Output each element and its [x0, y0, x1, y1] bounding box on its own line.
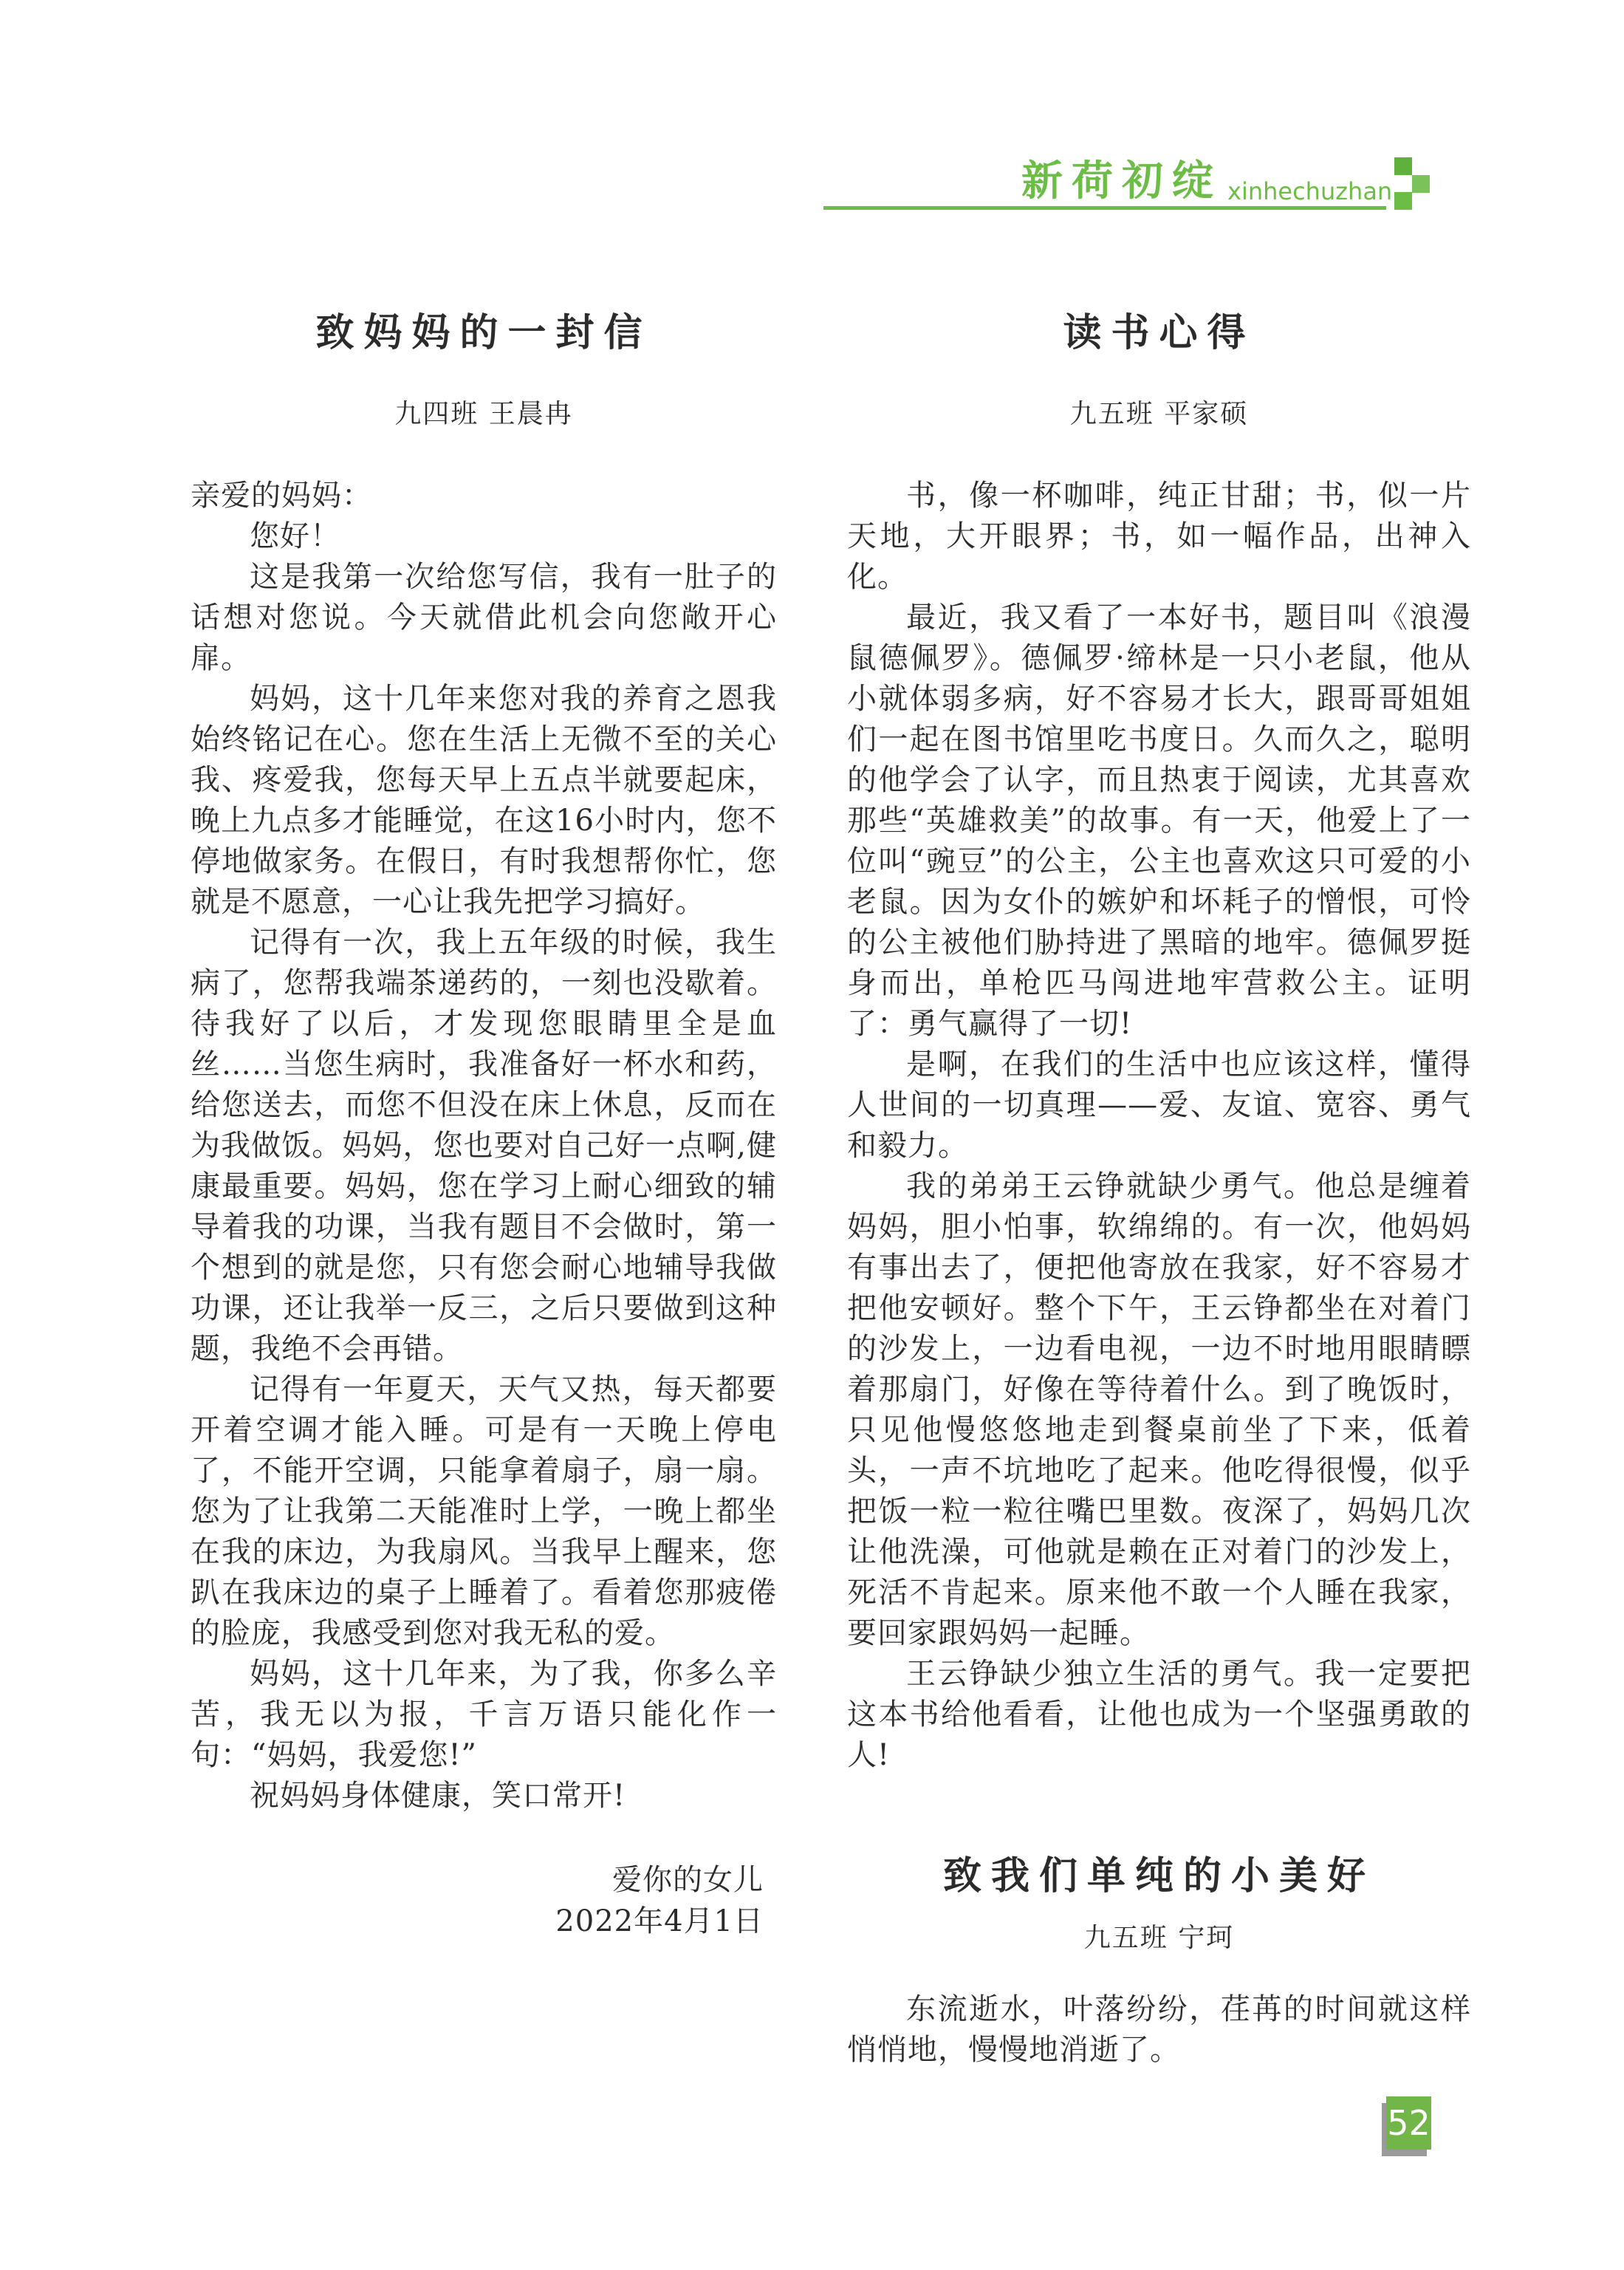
article1-body	[191, 476, 777, 1942]
article3-author: 九五班 宁珂	[1083, 1923, 1235, 1953]
paragraph: 是啊，在我们的生活中也应该这样，懂得人世间的一切真理——爱、友谊、宽容、勇气和毅力。	[847, 1047, 1471, 1163]
article3-body	[847, 1989, 1471, 2071]
paragraph: 您好！	[250, 519, 340, 553]
article2-author: 九五班 平家硕	[1069, 399, 1249, 429]
paragraph: 王云铮缺少独立生活的勇气。我一定要把这本书给他看看，让他也成为一个坚强勇敢的人!	[847, 1657, 1471, 1772]
article2-body	[847, 476, 1471, 1776]
paragraph: 祝妈妈身体健康，笑口常开!	[250, 1779, 626, 1813]
column-left	[191, 292, 777, 1942]
paragraph: 妈妈，这十几年来您对我的养育之恩我始终铭记在心。您在生活上无微不至的关心我、疼爱我，您每天早上五点半就要起床，晚上九点多才能睡觉，在这16小时内，您不停地做家务。在假日，有时我想帮你忙，您就是不愿意，一心让我先把学习搞好。	[191, 682, 777, 919]
paragraph: 妈妈，这十几年来，为了我，你多么辛苦，我无以为报，千言万语只能化作一句：“妈妈，我爱您!”	[191, 1657, 777, 1772]
article2-title: 读书心得	[1063, 310, 1255, 355]
letter-signature: 爱你的女儿	[612, 1863, 764, 1897]
paragraph: 记得有一次，我上五年级的时候，我生病了，您帮我端茶递药的，一刻也没歇着。待我好了以后，才发现您眼睛里全是血丝……当您生病时，我准备好一杯水和药，给您送去，而您不但没在床上休息，反而在为我做饭。妈妈，您也要对自己好一点啊,健康最重要。妈妈，您在学习上耐心细致的辅导着我的功课，当我有题目不会做时，第一个想到的就是您，只有您会耐心地辅导我做功课，还让我举一反三，之后只要做到这种题，我绝不会再错。	[191, 926, 777, 1366]
brand-square-icon	[1412, 175, 1430, 193]
paragraph: 东流逝水，叶落纷纷，荏苒的时间就这样悄悄地，慢慢地消逝了。	[847, 1992, 1471, 2067]
paragraph: 记得有一年夏天，天气又热，每天都要开着空调才能入睡。可是有一天晚上停电了，不能开空调，只能拿着扇子，扇一扇。您为了让我第二天能准时上学，一晚上都坐在我的床边，为我扇风。当我早上醒来，您趴在我床边的桌子上睡着了。看着您那疲倦的脸庞，我感受到您对我无私的爱。	[191, 1372, 777, 1650]
header-rule	[823, 206, 1386, 210]
paragraph: 最近，我又看了一本好书，题目叫《浪漫鼠德佩罗》。德佩罗·缔林是一只小老鼠，他从小就体弱多病，好不容易才长大，跟哥哥姐姐们一起在图书馆里吃书度日。久而久之，聪明的他学会了认字，而且热衷于阅读，尤其喜欢那些“英雄救美”的故事。有一天，他爱上了一位叫“豌豆”的公主，公主也喜欢这只可爱的小老鼠。因为女仆的嫉妒和坏耗子的憎恨，可怜的公主被他们胁持进了黑暗的地牢。德佩罗挺身而出，单枪匹马闯进地牢营救公主。证明了：勇气赢得了一切!	[847, 601, 1471, 1041]
letter-signature-block	[191, 1859, 777, 1942]
article3-title: 致我们单纯的小美好	[942, 1853, 1375, 1898]
paragraph: 书，像一杯咖啡，纯正甘甜；书，似一片天地，大开眼界；书，如一幅作品，出神入化。	[847, 479, 1471, 594]
article1-author: 九四班 王晨冉	[394, 399, 573, 429]
letter-salutation: 亲爱的妈妈：	[191, 479, 372, 513]
letter-date: 2022年4月1日	[555, 1904, 764, 1938]
paragraph: 我的弟弟王云铮就缺少勇气。他总是缠着妈妈，胆小怕事，软绵绵的。有一次，他妈妈有事出去了，便把他寄放在我家，好不容易才把他安顿好。整个下午，王云铮都坐在对着门的沙发上，一边看电视，一边不时地用眼睛瞟着那扇门，好像在等待着什么。到了晚饭时，只见他慢悠悠地走到餐桌前坐了下来，低着头，一声不坑地吃了起来。他吃得很慢，似乎把饭一粒一粒往嘴巴里数。夜深了，妈妈几次让他洗澡，可他就是赖在正对着门的沙发上，死活不肯起来。原来他不敢一个人睡在我家，要回家跟妈妈一起睡。	[847, 1169, 1471, 1650]
paragraph: 这是我第一次给您写信，我有一肚子的话想对您说。今天就借此机会向您敞开心扉。	[191, 560, 777, 675]
brand-pinyin: xinhechuzhan	[1227, 177, 1393, 205]
article1-title: 致妈妈的一封信	[315, 310, 652, 355]
brand-square-icon	[1394, 157, 1412, 175]
page-number-badge: 52	[1386, 2096, 1431, 2150]
column-right	[847, 292, 1471, 2071]
brand-title: 新荷初绽	[1021, 157, 1222, 205]
brand-square-icon	[1394, 192, 1412, 210]
